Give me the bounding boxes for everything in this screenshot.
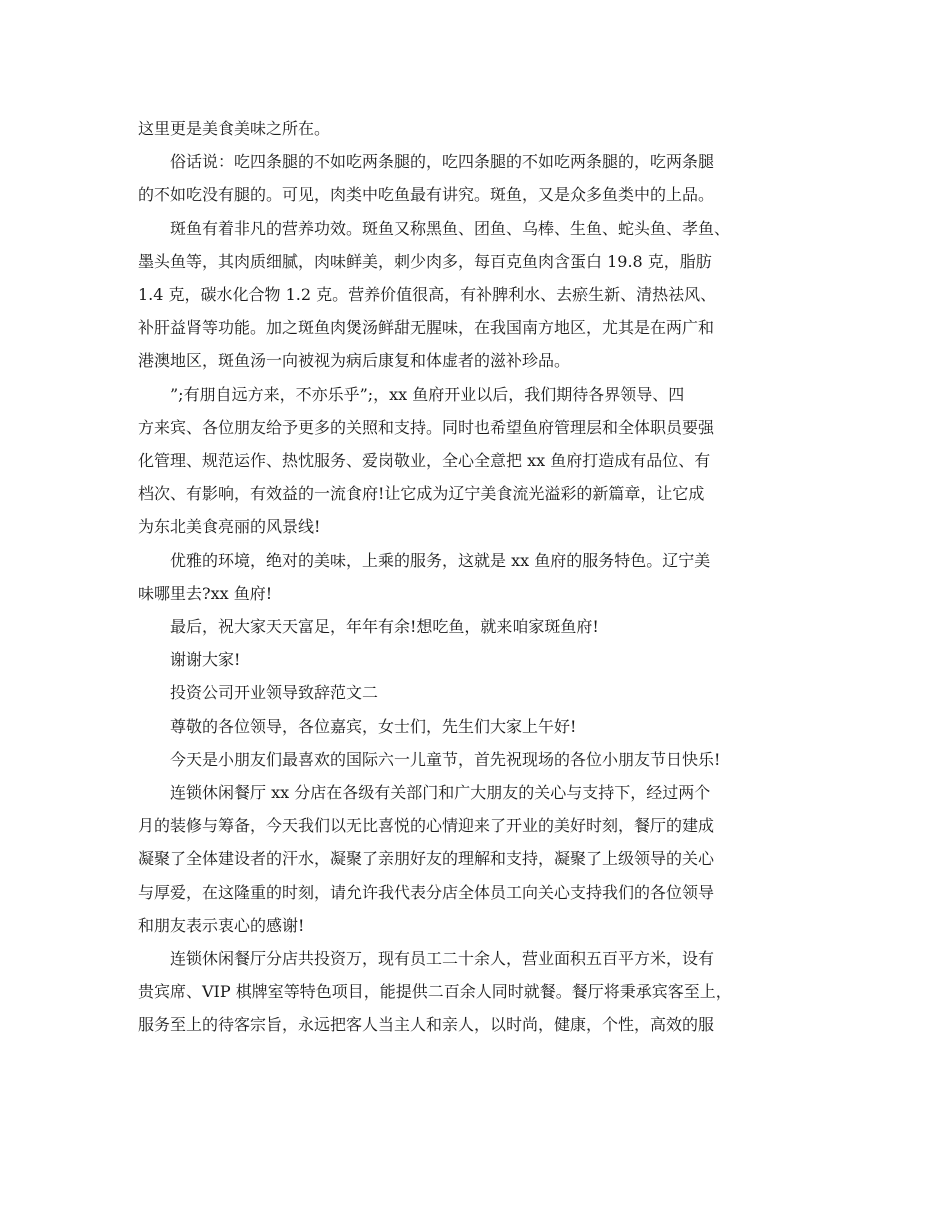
paragraph: ”;有朋自远方来，不亦乐乎”;，xx 鱼府开业以后，我们期待各界领导、四 方来宾、各位朋友给予更多的关照和支持。同时也希望鱼府管理层和全体职员要强 化管理、规范运作、热忱服务、爱岗敬业，全心全意把 xx 鱼府打造成有品位、有 档次、有影响，有效益的一流食府!让它成为辽宁美食流光溢彩的新篇章，让它成 为东北美食亮丽的风景线! [138,384,715,537]
paragraph: 连锁休闲餐厅分店共投资万，现有员工二十余人，营业面积五百平方米，设有 贵宾席、VIP 棋牌室等特色项目，能提供二百余人同时就餐。餐厅将秉承宾客至上， 服务至上的待客宗旨，永远把客人当主人和亲人，以时尚，健康，个性，高效的服 [138,949,732,1035]
paragraph: 谢谢大家! [138,650,241,670]
paragraph: 连锁休闲餐厅 xx 分店在各级有关部门和广大朋友的关心与支持下，经过两个 月的装修与筹备，今天我们以无比喜悦的心情迎来了开业的美好时刻，餐厅的建成 凝聚了全体建设者的汗水，凝聚了亲朋好友的理解和支持，凝聚了上级领导的关心 与厚爱，在这隆重的时刻，请允许我代表分店全体员工向关心支持我们的各位领导 和朋友表示衷心的感谢! [138,783,715,935]
paragraph: 今天是小朋友们最喜欢的国际六一儿童节，首先祝现场的各位小朋友节日快乐! [138,749,721,769]
section-heading: 投资公司开业领导致辞范文二 [138,683,379,703]
paragraph: 优雅的环境，绝对的美味，上乘的服务，这就是 xx 鱼府的服务特色。辽宁美 味哪里去?xx 鱼府! [138,550,711,603]
greeting: 尊敬的各位领导，各位嘉宾，女士们，先生们大家上午好! [138,716,577,736]
document-body [138,112,828,1042]
paragraph: 俗话说：吃四条腿的不如吃两条腿的，吃四条腿的不如吃两条腿的，吃两条腿 的不如吃没有腿的。可见，肉类中吃鱼最有讲究。斑鱼，又是众多鱼类中的上品。 [138,152,715,205]
paragraph: 最后，祝大家天天富足，年年有余!想吃鱼，就来咱家斑鱼府! [138,617,599,637]
paragraph: 斑鱼有着非凡的营养功效。斑鱼又称黑鱼、团鱼、乌棒、生鱼、蛇头鱼、孝鱼、 墨头鱼等，其肉质细腻，肉味鲜美，刺少肉多，每百克鱼肉含蛋白 19.8 克，脂肪 1.4 克，碳水化合物 1.2 克。营养价值很高，有补脾利水、去瘀生新、清热祛风、 补肝益肾等功能。加之斑鱼肉煲汤鲜甜无腥味，在我国南方地区，尤其是在两广和 港澳地区，斑鱼汤一向被视为病后康复和体虚者的滋补珍品。 [138,218,731,371]
paragraph: 这里更是美食美味之所在。 [138,119,331,138]
